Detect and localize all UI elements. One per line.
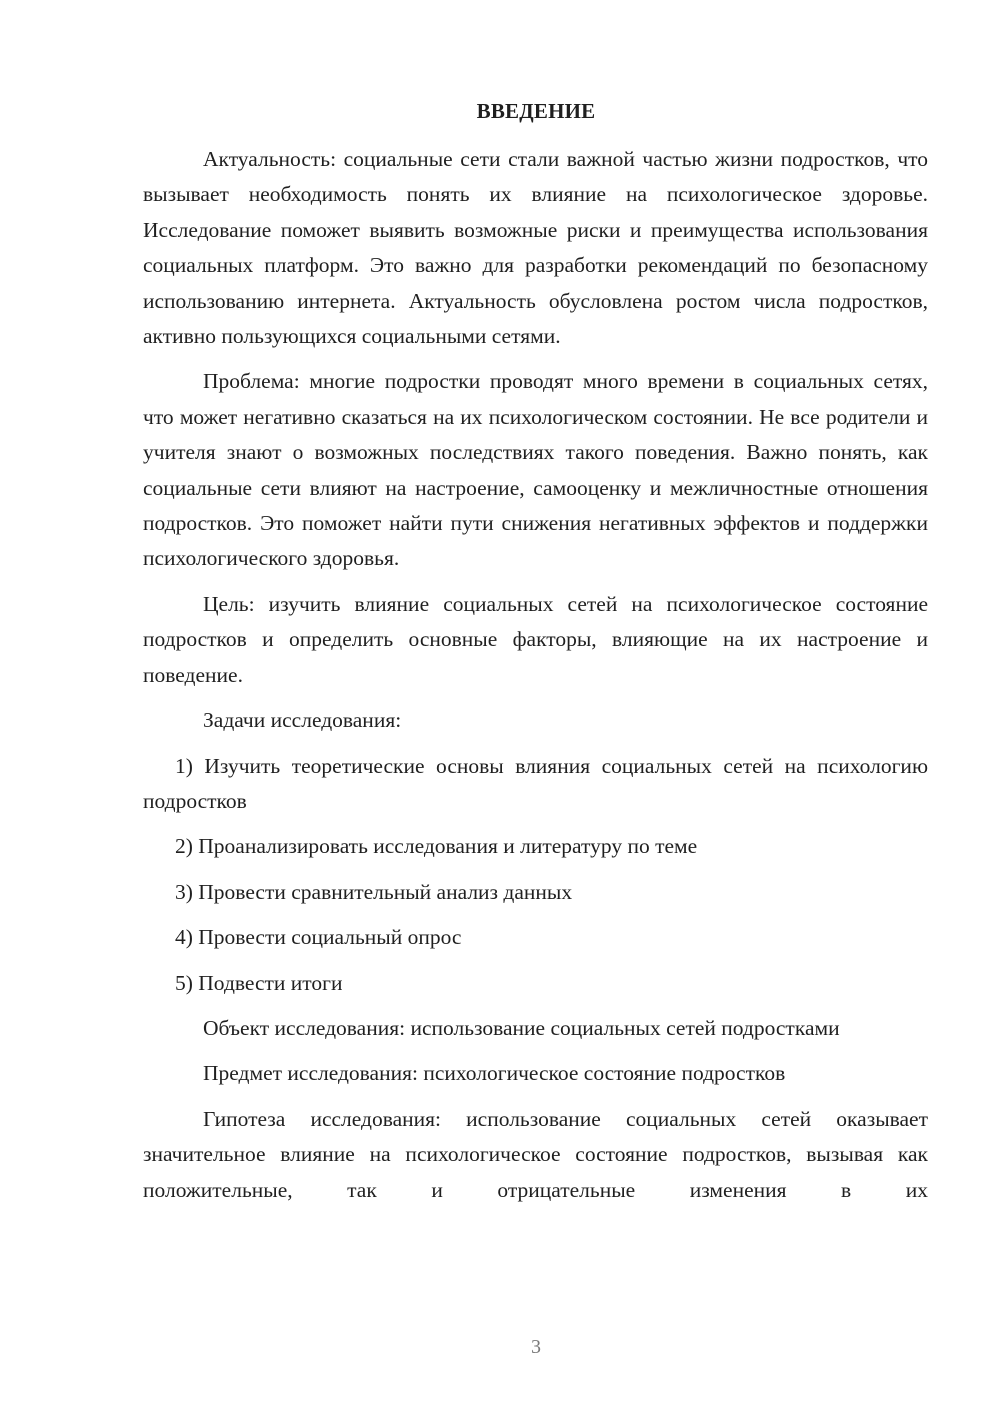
task-item-4: 4) Провести социальный опрос: [175, 925, 462, 950]
section-title: ВВЕДЕНИЕ: [476, 99, 596, 123]
task-item-1: 1) Изучить теоретические основы влияния социальных сетей на психологию подростков: [143, 753, 928, 813]
paragraph-hypothesis: Гипотеза исследования: использование социальных сетей оказывает значительное влияние на психологическое состояние подростков, вызывая как положительные, так и отрицательные изменения в их: [143, 1106, 928, 1202]
task-item-3: 3) Провести сравнительный анализ данных: [175, 879, 573, 904]
paragraph-object: Объект исследования: использование социальных сетей подростками: [203, 1015, 840, 1040]
paragraph-problem: Проблема: многие подростки проводят много времени в социальных сетях, что может негативно сказаться на их психологическом состоянии. Не все родители и учителя знают о возможных последствиях такого поведения. Важно понять, как социальные сети влияют на настроение, самооценку и межличностные отношения подростков. Это поможет найти пути снижения негативных эффектов и поддержки психологического здоровья.: [143, 369, 928, 571]
task-item-5: 5) Подвести итоги: [175, 970, 343, 995]
task-item-2: 2) Проанализировать исследования и литературу по теме: [175, 834, 698, 859]
paragraph-subject: Предмет исследования: психологическое состояние подростков: [203, 1061, 786, 1086]
document-body: [143, 142, 928, 1218]
paragraph-tasks-heading: Задачи исследования:: [203, 708, 402, 733]
paragraph-relevance: Актуальность: социальные сети стали важной частью жизни подростков, что вызывает необходимость понять их влияние на психологическое здоровье. Исследование поможет выявить возможные риски и преимущества использования социальных платформ. Это важно для разработки рекомендаций по безопасному использованию интернета. Актуальность обусловлена ростом числа подростков, активно пользующихся социальными сетями.: [143, 147, 928, 349]
page-number: 3: [531, 1336, 541, 1358]
paragraph-goal: Цель: изучить влияние социальных сетей на психологическое состояние подростков и определить основные факторы, влияющие на их настроение и поведение.: [143, 591, 928, 687]
